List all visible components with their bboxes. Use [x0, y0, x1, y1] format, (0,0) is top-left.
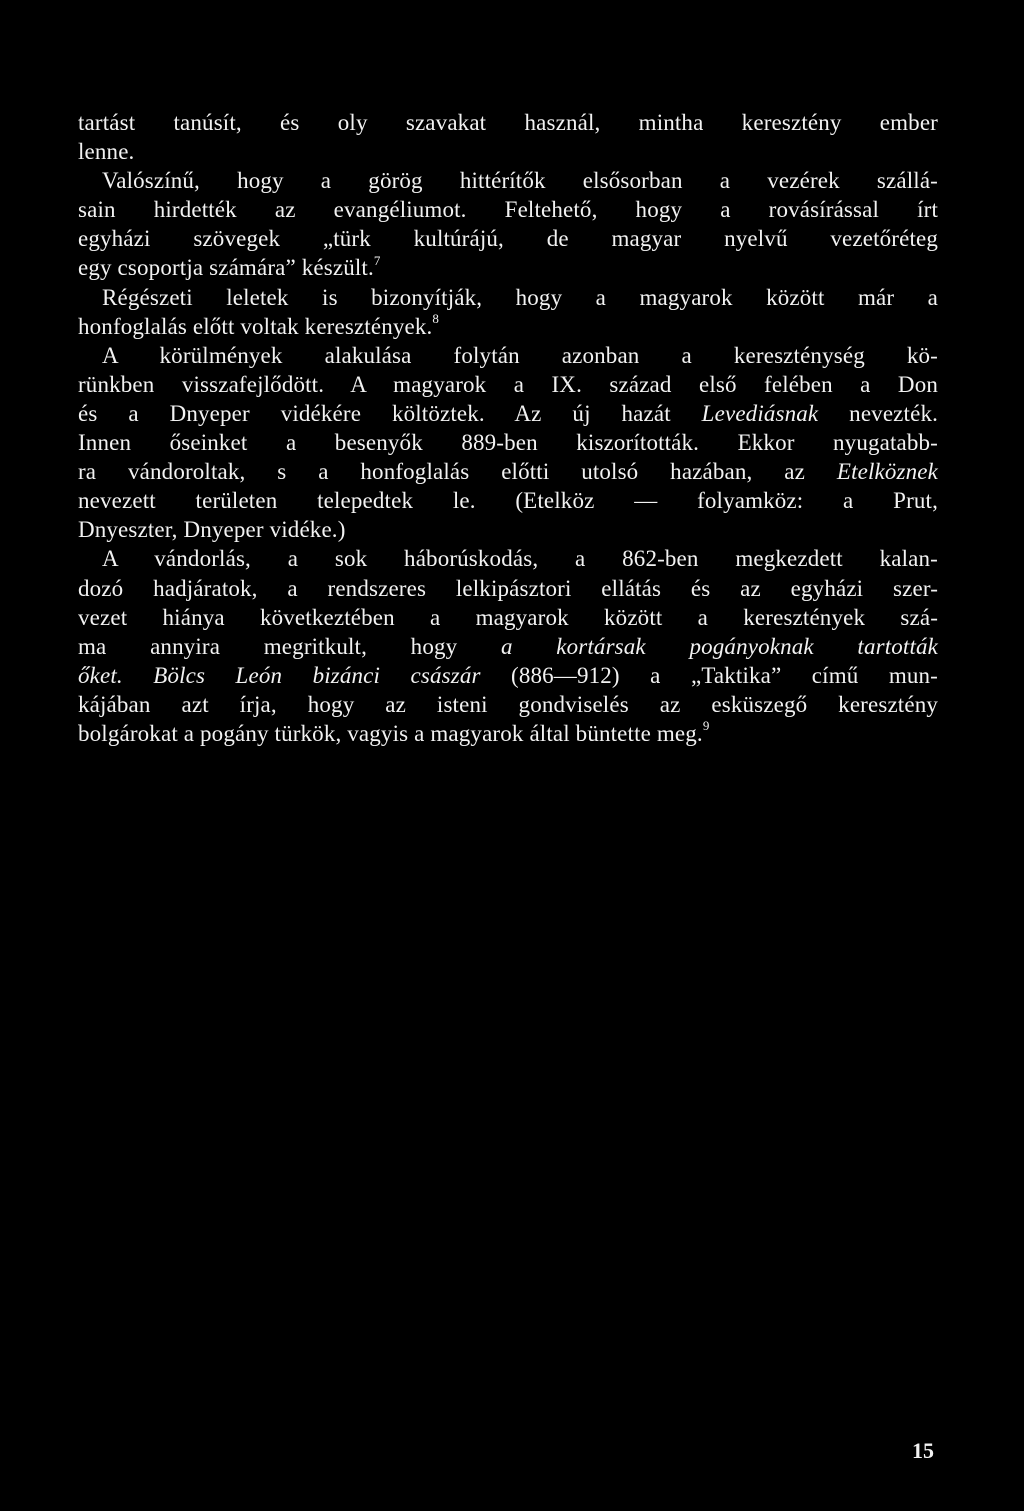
text-run: honfoglalás előtt voltak keresztények. — [78, 313, 433, 339]
text-run: bolgárokat a pogány türkök, vagyis a magyarok által büntette meg. — [78, 720, 703, 746]
text-run: egyházi szövegek „türk kultúrájú, de magyar nyelvű vezetőréteg — [78, 226, 938, 252]
text-line — [78, 719, 938, 748]
text-run: ra vándoroltak, s a honfoglalás előtti utolsó hazában, az — [78, 459, 837, 485]
italic-text: őket. Bölcs León bizánci császár — [78, 662, 481, 688]
page-number: 15 — [912, 1438, 934, 1463]
text-line — [78, 690, 938, 719]
text-line — [78, 312, 938, 341]
footnote-marker: 7 — [373, 252, 381, 268]
italic-text: Levediásnak — [701, 400, 819, 426]
text-line — [78, 661, 938, 690]
text-line — [78, 399, 938, 428]
text-line — [78, 574, 938, 603]
text-run: ma annyira megritkult, hogy — [78, 633, 501, 659]
text-line — [78, 253, 938, 282]
italic-text: a kortársak pogányoknak tartották — [500, 633, 938, 659]
text-run: dozó hadjáratok, a rendszeres lelkipásztori ellátás és az egyházi szer- — [78, 575, 938, 601]
text-line — [78, 544, 938, 573]
text-run: Valószínű, hogy a görög hittérítők elsősorban a vezérek szállá- — [102, 168, 938, 194]
text-line — [78, 370, 938, 399]
text-line — [78, 137, 938, 166]
text-run: tartást tanúsít, és oly szavakat használ, mintha keresztény ember — [78, 110, 938, 135]
footnote-marker: 9 — [702, 718, 710, 734]
text-line — [78, 283, 938, 312]
text-line — [78, 428, 938, 457]
text-run: sain hirdették az evangéliumot. Feltehető, hogy a rovásírással írt — [78, 197, 938, 223]
text-run: nevezett területen telepedtek le. (Etelköz — folyamköz: a Prut, — [78, 488, 938, 514]
text-run: vezet hiánya következtében a magyarok között a keresztények szá- — [78, 604, 938, 630]
text-run: egy csoportja számára” készült. — [78, 255, 374, 281]
text-run: Innen őseinket a besenyők 889-ben kiszorították. Ekkor nyugatabb- — [78, 430, 938, 456]
text-run: nevezték. — [818, 400, 938, 426]
text-line — [78, 486, 938, 515]
text-run: Dnyeszter, Dnyeper vidéke.) — [78, 517, 346, 543]
text-line — [78, 341, 938, 370]
body-text — [78, 108, 938, 748]
italic-text: Etelköznek — [836, 459, 938, 485]
text-line — [78, 166, 938, 195]
text-line — [78, 603, 938, 632]
text-run: (886—912) a „Taktika” című mun- — [480, 662, 938, 688]
footnote-marker: 8 — [432, 311, 440, 326]
text-run: Régészeti leletek is bizonyítják, hogy a magyarok között már a — [102, 284, 938, 310]
text-run: és a Dnyeper vidékére költöztek. Az új hazát — [78, 400, 702, 426]
text-line — [78, 632, 938, 661]
text-run: rünkben visszafejlődött. A magyarok a IX. század első felében a Don — [78, 371, 938, 397]
text-line — [78, 224, 938, 253]
text-run: kájában azt írja, hogy az isteni gondviselés az esküszegő keresztény — [78, 691, 938, 717]
text-line — [78, 515, 938, 544]
text-run: lenne. — [78, 139, 135, 165]
text-line — [78, 195, 938, 224]
text-run: A vándorlás, a sok háborúskodás, a 862-ben megkezdett kalan- — [102, 546, 938, 572]
text-run: A körülmények alakulása folytán azonban a kereszténység kö- — [102, 342, 938, 368]
text-line — [78, 108, 938, 137]
text-line — [78, 457, 938, 486]
